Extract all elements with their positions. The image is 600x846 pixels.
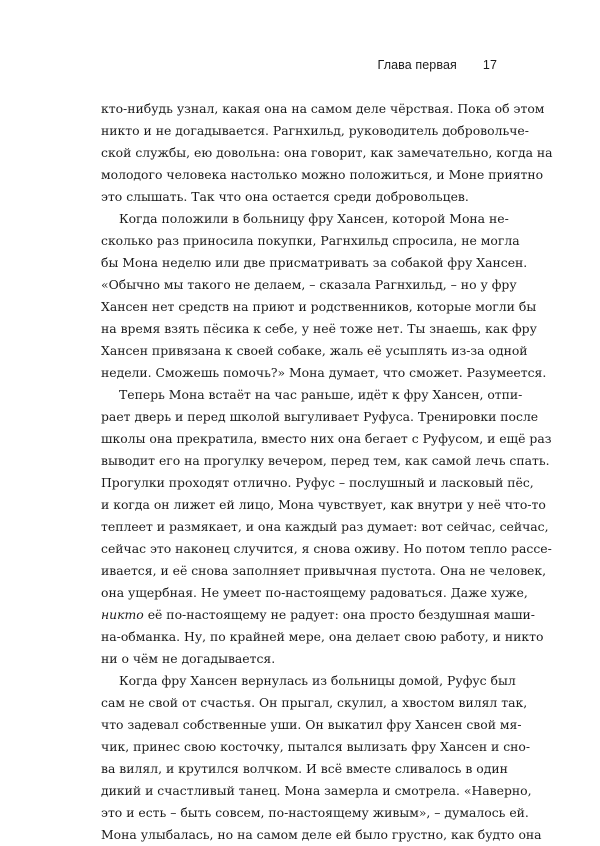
text-line: молодого человека настолько можно положиться, и Моне приятно	[101, 167, 544, 182]
text-line: ни о чём не догадывается.	[101, 651, 276, 666]
text-line: никто и не догадывается. Рагнхильд, руководитель добровольче-	[101, 123, 529, 138]
emphasis: никто	[101, 607, 144, 622]
text-line: и когда он лижет ей лицо, Мона чувствует, как внутри у неё что-то	[101, 497, 546, 512]
text-line: Когда положили в больницу фру Хансен, которой Мона не-	[119, 211, 509, 226]
text-line: сейчас это наконец случится, я снова оживу. Но потом тепло рассе-	[101, 541, 552, 556]
text-line: она ущербная. Не умеет по-настоящему радоваться. Даже хуже,	[101, 585, 528, 600]
text-line: «Обычно мы такого не делаем, – сказала Рагнхильд, – но у фру	[101, 277, 517, 292]
text-line: чик, принес свою косточку, пытался вылизать фру Хансен и сно-	[101, 739, 531, 754]
paragraph	[101, 98, 553, 208]
text-line: сам не свой от счастья. Он прыгал, скулил, а хвостом вилял так,	[101, 695, 528, 710]
text-line: никто её по-настоящему не радует: она просто бездушная маши-	[101, 607, 535, 622]
text-line: выводит его на прогулку вечером, перед тем, как самой лечь спать.	[101, 453, 550, 468]
text-line: ивается, и её снова заполняет привычная пустота. Она не человек,	[101, 563, 547, 578]
text-line: недели. Сможешь помочь?» Мона думает, что сможет. Разумеется.	[101, 365, 547, 380]
text-line: Когда фру Хансен вернулась из больницы домой, Руфус был	[119, 673, 516, 688]
body-text	[101, 98, 553, 846]
text-line: на-обманка. Ну, по крайней мере, она делает свою работу, и никто	[101, 629, 544, 644]
text-line: что задевал собственные уши. Он выкатил фру Хансен свой мя-	[101, 717, 522, 732]
text-line: на время взять пёсика к себе, у неё тоже нет. Ты знаешь, как фру	[101, 321, 537, 336]
text-line: Хансен привязана к своей собаке, жаль её усыплять из-за одной	[101, 343, 528, 358]
text-line: рает дверь и перед школой выгуливает Руфуса. Тренировки после	[101, 409, 539, 424]
text-line: Прогулки проходят отлично. Руфус – послушный и ласковый пёс,	[101, 475, 534, 490]
text-line: дикий и счастливый танец. Мона замерла и смотрела. «Наверно,	[101, 783, 532, 798]
text-line: ва вилял, и крутился волчком. И всё вместе сливалось в один	[101, 761, 508, 776]
page-number: 17	[482, 58, 497, 72]
paragraph	[101, 384, 552, 670]
chapter-title: Глава первая	[377, 58, 457, 72]
text-line: Мона улыбалась, но на самом деле ей было грустно, как будто она	[101, 827, 542, 842]
text-line: Теперь Мона встаёт на час раньше, идёт к фру Хансен, отпи-	[119, 387, 523, 402]
text-line: бы Мона неделю или две присматривать за собакой фру Хансен.	[101, 255, 528, 270]
text-line: школы она прекратила, вместо них она бегает с Руфусом, и ещё раз	[101, 431, 552, 446]
text-line: это слышать. Так что она остается среди добровольцев.	[101, 189, 469, 204]
text-line: сколько раз приносила покупки, Рагнхильд спросила, не могла	[101, 233, 520, 248]
paragraph	[101, 670, 542, 846]
running-header	[378, 58, 497, 72]
text-line: Хансен нет средств на приют и родственников, которые могли бы	[101, 299, 537, 314]
text-line: теплеет и размякает, и она каждый раз думает: вот сейчас, сейчас,	[101, 519, 549, 534]
text-line: это и есть – быть совсем, по-настоящему живым», – думалось ей.	[101, 805, 529, 820]
text-line: ской службы, ею довольна: она говорит, как замечательно, когда на	[101, 145, 553, 160]
paragraph	[101, 208, 547, 384]
text-line: кто-нибудь узнал, какая она на самом деле чёрствая. Пока об этом	[101, 101, 545, 116]
